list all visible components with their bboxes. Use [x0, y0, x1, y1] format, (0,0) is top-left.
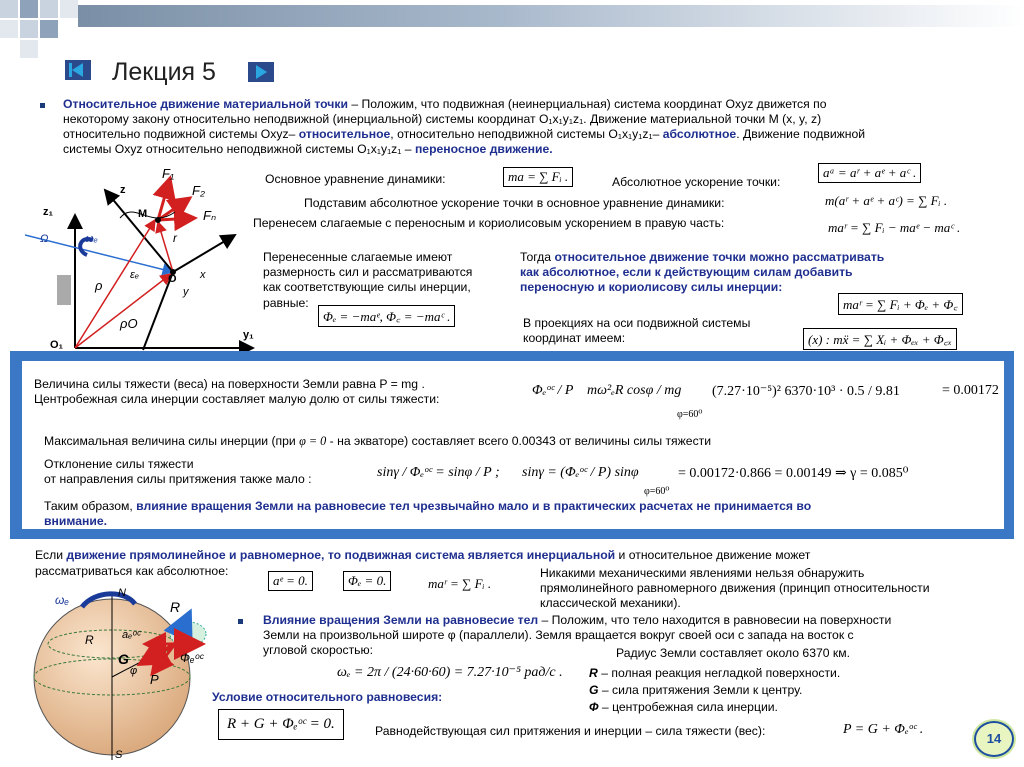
popup-equation-3-lhs: sinγ = (Φₑᵒᶜ / P) sinφ: [522, 465, 639, 480]
next-slide-button[interactable]: [248, 62, 274, 82]
earth-radius: Радиус Земли составляет около 6370 км.: [616, 646, 851, 660]
popup-equation-2: sinγ / Φₑᵒᶜ = sinφ / P ;: [377, 465, 500, 480]
inertia-line-2: размерность сил и рассматриваются: [263, 265, 473, 279]
moving-frame-diagram: [25, 160, 260, 355]
transfer-equation: maʳ = ∑ Fᵢ − maᵉ − maᶜ .: [828, 220, 961, 235]
intro-line-2: некоторому закону относительно неподвижной (инерциальной) системы координат O₁x₁y₁z₁. Движение материальной точки М (x, y, z): [63, 112, 822, 126]
zero-acceleration-equation: aᵉ = 0.: [268, 571, 313, 591]
svg-text:aₑᵒᶜ: aₑᵒᶜ: [122, 629, 141, 641]
resultant-text: Равнодействующая сил притяжения и инерции – сила тяжести (вес):: [375, 724, 766, 738]
popup-equation-1-mid: mω²ₑR cosφ / mg: [587, 383, 682, 398]
popup-body: [22, 361, 1004, 529]
gravity-definition: G – сила притяжения Земли к центру.: [589, 683, 803, 697]
equilibrium-equation: R + G + Φₑᵒᶜ = 0.: [218, 709, 344, 740]
popup-equation-3-rhs: = 0.00172·0.866 = 0.00149 ⇒ γ = 0.085⁰: [678, 466, 909, 481]
svg-text:y₁: y₁: [243, 329, 254, 341]
deco-square: [40, 0, 58, 18]
header-bar: [78, 5, 1024, 27]
svg-text:y: y: [183, 286, 189, 298]
earth-line-3: угловой скоростью:: [263, 643, 374, 657]
svg-text:x: x: [200, 269, 206, 281]
svg-text:Φₑᵒᶜ: Φₑᵒᶜ: [180, 651, 204, 665]
svg-text:z: z: [120, 184, 126, 196]
earth-line-2: Земли на произвольной широте φ (параллели). Земля вращается вокруг своей оси с запада на восток с: [263, 628, 854, 642]
popup-equation-1-result: = 0.00172: [942, 383, 999, 398]
svg-text:R: R: [85, 633, 94, 647]
weight-equation: P = G + Φₑᵒᶜ .: [843, 722, 924, 737]
svg-text:ρ: ρ: [95, 278, 103, 293]
svg-text:G: G: [118, 651, 129, 667]
y-axis: [173, 235, 235, 272]
popup-equation-1-lhs: Φₑᵒᶜ / P: [532, 383, 574, 398]
conclusion-line-1: Тогда относительное движение точки можно рассматривать: [520, 250, 885, 264]
principle-line-3: классической механики).: [540, 596, 681, 610]
page-number-badge: 14: [974, 721, 1014, 757]
svg-text:r: r: [173, 231, 177, 245]
svg-text:φ: φ: [130, 665, 138, 677]
svg-text:F₂: F₂: [192, 183, 205, 198]
svg-text:ρO: ρO: [120, 316, 138, 331]
deco-square: [20, 0, 38, 18]
equilibrium-title: Условие относительного равновесия:: [212, 690, 443, 704]
bullet-icon: [40, 103, 45, 108]
absolute-acceleration-label: Абсолютное ускорение точки:: [612, 175, 781, 189]
angular-velocity-equation: ωₑ = 2π / (24·60·60) = 7.27·10⁻⁵ рад/с .: [337, 665, 563, 680]
popup-gravity-line-2: Центробежная сила инерции составляет малую долю от силы тяжести:: [34, 392, 440, 406]
popup-conclusion-line-2: внимание.: [44, 514, 107, 528]
svg-text:ωₑ: ωₑ: [85, 233, 98, 245]
transfer-text: Перенесем слагаемые с переносным и кориолисовым ускорением в правую часть:: [253, 216, 725, 230]
earth-diagram: [30, 582, 215, 762]
inertia-line-3: как соответствующие силы инерции,: [263, 280, 471, 294]
intro-line-3: относительно подвижной системы Oxyz– относительное, относительно неподвижной системы O₁x₁y₁z₁– абсолютное. Движение подвижной: [63, 127, 866, 141]
conclusion-line-2: как абсолютное, если к действующим силам добавить: [520, 265, 853, 279]
inertia-forces-equation: Φₑ = −maᵉ, Φ꜀ = −maᶜ .: [318, 305, 455, 327]
earth-line-1: Влияние вращения Земли на равновесие тел – Положим, что тело находится в равновесии на поверхности: [263, 613, 892, 627]
deco-square: [20, 40, 38, 58]
popup-deviation-line-1: Отклонение силы тяжести: [44, 457, 194, 471]
deco-square: [20, 20, 38, 38]
projection-line-2: координат имеем:: [523, 331, 626, 345]
page-title: Лекция 5: [112, 58, 216, 86]
svg-text:O: O: [168, 273, 177, 285]
basic-equation-label: Основное уравнение динамики:: [265, 172, 446, 186]
previous-slide-button[interactable]: [65, 60, 91, 80]
inertia-line-1: Перенесенные слагаемые имеют: [263, 250, 453, 264]
svg-text:R: R: [170, 599, 181, 615]
popup-max-inertia: Максимальная величина силы инерции (при φ = 0 - на экваторе) составляет всего 0.00343 от величины силы тяжести: [44, 434, 712, 448]
svg-text:F₁: F₁: [162, 166, 175, 181]
absolute-acceleration-equation: aᵃ = aʳ + aᵉ + aᶜ .: [818, 163, 921, 183]
popup-equation-3-condition: φ=60⁰: [644, 486, 670, 497]
rho-o-vector: [75, 274, 171, 348]
relative-motion-equation: maʳ = ∑ Fᵢ + Φₑ + Φ꜀: [838, 293, 963, 315]
deco-square: [60, 0, 78, 18]
intro-line-4: системы Oxyz относительно неподвижной системы O₁x₁y₁z₁ – переносное движение.: [63, 142, 553, 156]
zero-inertia-equation: Φₑ = 0.: [343, 571, 391, 591]
popup-deviation-line-2: от направления силы притяжения также мало :: [44, 472, 312, 486]
inertia-line-4: равные:: [263, 296, 309, 310]
popup-conclusion-line-1: Таким образом, влияние вращения Земли на равновесие тел чрезвычайно мало и в практических расчетах не принимается во: [44, 499, 812, 513]
svg-text:N: N: [118, 587, 126, 599]
reaction-definition: R – полная реакция негладкой поверхности.: [589, 666, 841, 680]
deco-square: [40, 20, 58, 38]
svg-text:ωₑ: ωₑ: [55, 593, 69, 607]
svg-text:O₁: O₁: [50, 339, 64, 351]
deco-square: [0, 0, 18, 18]
projection-equation: (x) : mẍ = ∑ Xᵢ + Φₑₓ + Φ꜀ₓ: [803, 328, 957, 350]
popup-gravity-line-1: Величина силы тяжести (веса) на поверхности Земли равна P = mg .: [34, 377, 425, 391]
svg-text:z₁: z₁: [43, 206, 54, 218]
basic-equation: ma = ∑ Fᵢ .: [503, 167, 573, 187]
popup-equation-1-condition: φ=60⁰: [677, 409, 703, 420]
earth-rotation-popup: [10, 351, 1014, 539]
intro-line-1: Относительное движение материальной точки – Положим, что подвижная (неинерциальная) система координат Oxyz движется по: [63, 97, 827, 111]
substitute-text: Подставим абсолютное ускорение точки в основное уравнение динамики:: [304, 196, 725, 210]
svg-text:Fₙ: Fₙ: [203, 208, 217, 223]
conclusion-line-3: переносную и кориолисову силы инерции:: [520, 280, 783, 294]
inertial-motion-equation: maʳ = ∑ Fᵢ .: [428, 576, 492, 591]
inertial-line-1: Если движение прямолинейное и равномерное, то подвижная система является инерциальной и относительное движение может: [35, 548, 811, 562]
svg-text:S: S: [115, 749, 123, 761]
bullet-icon: [238, 619, 243, 624]
popup-equation-1-rhs: (7.27·10⁻⁵)² 6370·10³ · 0.5 / 9.81: [712, 384, 900, 399]
svg-text:εₑ: εₑ: [130, 269, 140, 281]
svg-text:P: P: [150, 672, 159, 687]
ground-block: [57, 275, 71, 305]
projection-line-1: В проекциях на оси подвижной системы: [523, 316, 751, 330]
svg-text:M: M: [138, 208, 148, 220]
svg-text:Ω: Ω: [40, 233, 49, 245]
deco-square: [0, 20, 18, 38]
inertial-line-2: рассматриваться как абсолютное:: [35, 564, 229, 578]
principle-line-1: Никакими механическими явлениями нельзя обнаружить: [540, 566, 865, 580]
principle-line-2: прямолинейного равномерного движения (принцип относительности: [540, 581, 930, 595]
substitute-equation: m(aʳ + aᵉ + aᶜ) = ∑ Fᵢ .: [825, 193, 948, 208]
force-fn: [158, 218, 195, 220]
inertia-definition: Ф – центробежная сила инерции.: [589, 700, 778, 714]
